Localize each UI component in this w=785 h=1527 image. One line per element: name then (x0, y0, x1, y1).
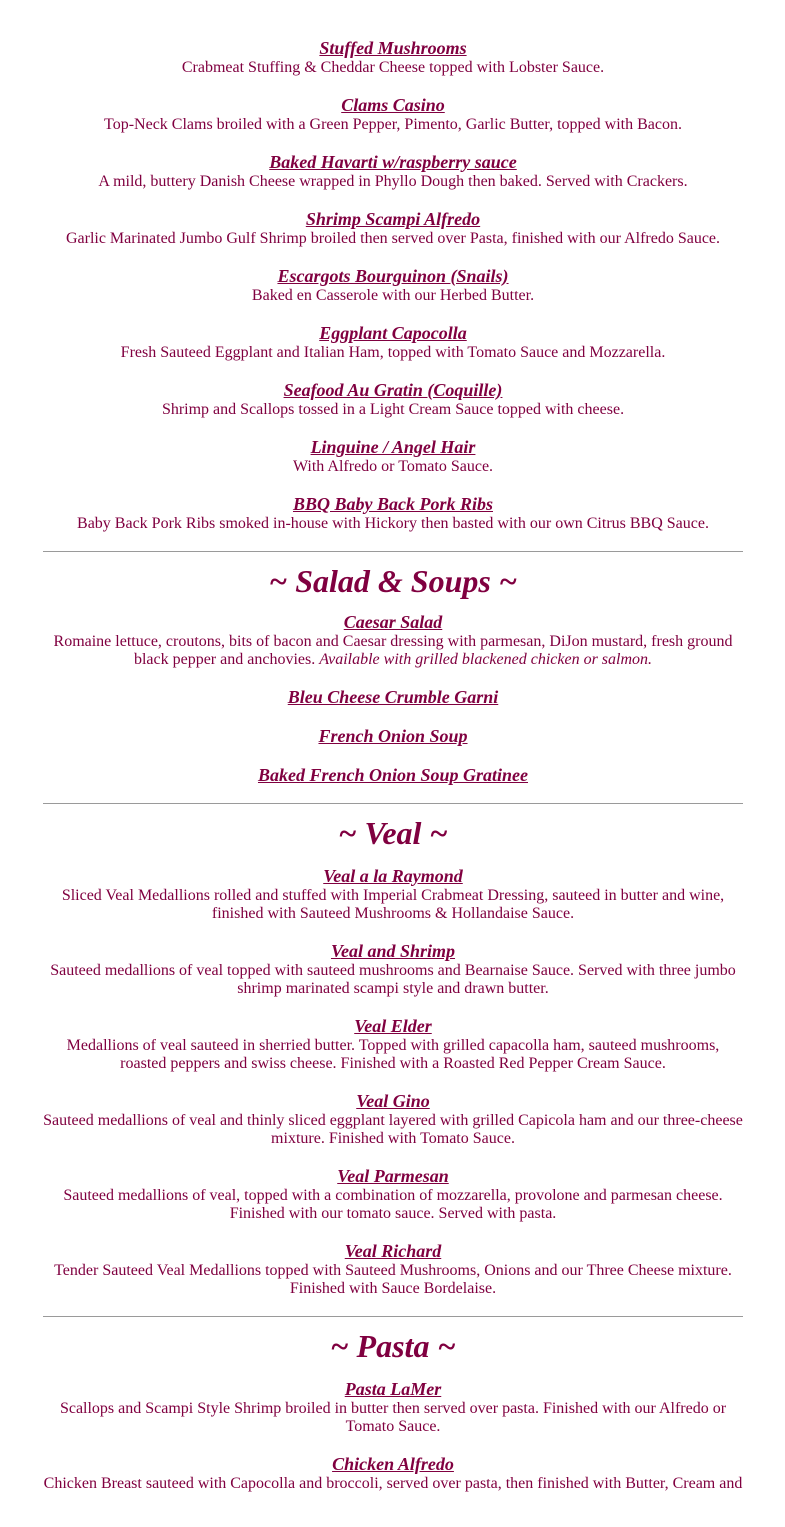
menu-item (43, 1166, 743, 1241)
menu-item (43, 1454, 743, 1494)
item-description: Chicken Breast sauteed with Capocolla and broccoli, served over pasta, then finished with Butter, Cream and (43, 1475, 743, 1492)
menu-item (43, 1241, 743, 1316)
item-name: Baked French Onion Soup Gratinee (257, 765, 529, 785)
menu-item (43, 209, 743, 266)
menu-page (43, 0, 743, 1494)
caesar-description: Romaine lettuce, croutons, bits of bacon and Caesar dressing with parmesan, DiJon mustard, fresh ground black pepper and anchovies. (53, 633, 733, 668)
menu-item (43, 1379, 743, 1454)
item-name: Caesar Salad (343, 612, 443, 632)
menu-item (43, 765, 743, 803)
menu-item (43, 266, 743, 323)
menu-item (43, 941, 743, 1016)
item-name: Linguine / Angel Hair (310, 437, 476, 457)
pasta-section (43, 1317, 743, 1494)
item-name: Stuffed Mushrooms (319, 38, 467, 58)
veal-section (43, 804, 743, 1316)
menu-item (43, 437, 743, 494)
menu-item (43, 380, 743, 437)
item-description (43, 633, 743, 669)
item-name: Baked Havarti w/raspberry sauce (269, 152, 517, 172)
item-description: Medallions of veal sauteed in sherried butter. Topped with grilled capacolla ham, sauteed mushrooms, roasted peppers and swiss cheese. Finished with a Roasted Red Pepper Cream Sauce. (66, 1037, 720, 1072)
item-name: Shrimp Scampi Alfredo (305, 209, 481, 229)
item-description: Sauteed medallions of veal and thinly sliced eggplant layered with grilled Capicola ham and our three-cheese mixture. Finished with Tomato Sauce. (43, 1112, 743, 1147)
salad-section (43, 552, 743, 803)
item-description: Scallops and Scampi Style Shrimp broiled in butter then served over pasta. Finished with our Alfredo or Tomato Sauce. (59, 1400, 727, 1435)
item-description: Tender Sauteed Veal Medallions topped with Sauteed Mushrooms, Onions and our Three Cheese mixture. Finished with Sauce Bordelaise. (54, 1262, 732, 1297)
item-name: Veal a la Raymond (323, 866, 463, 886)
menu-item (43, 1016, 743, 1091)
section-title: ~ Salad & Soups ~ (268, 563, 518, 599)
item-description: Baked en Casserole with our Herbed Butter. (251, 287, 535, 304)
item-description: Sauteed medallions of veal, topped with a combination of mozzarella, provolone and parmesan cheese. Finished with our tomato sauce. Served with pasta. (63, 1187, 723, 1222)
item-name: Clams Casino (341, 95, 445, 115)
item-description: A mild, buttery Danish Cheese wrapped in Phyllo Dough then baked. Served with Crackers. (98, 173, 688, 190)
item-description: Top-Neck Clams broiled with a Green Pepper, Pimento, Garlic Butter, topped with Bacon. (104, 116, 682, 133)
menu-item (43, 612, 743, 687)
item-description: Sliced Veal Medallions rolled and stuffed with Imperial Crabmeat Dressing, sauteed in butter and wine, finished with Sauteed Mushrooms & Hollandaise Sauce. (61, 887, 725, 922)
menu-item (43, 323, 743, 380)
menu-item (43, 866, 743, 941)
menu-item (43, 95, 743, 152)
menu-item (43, 687, 743, 726)
item-description: With Alfredo or Tomato Sauce. (292, 458, 494, 475)
item-description: Baby Back Pork Ribs smoked in-house with Hickory then basted with our own Citrus BBQ Sauce. (77, 515, 709, 532)
item-name: Veal and Shrimp (330, 941, 456, 961)
menu-item (43, 494, 743, 551)
item-description: Shrimp and Scallops tossed in a Light Cream Sauce topped with cheese. (161, 401, 625, 418)
item-name: Bleu Cheese Crumble Garni (287, 687, 499, 707)
caesar-note: Available with grilled blackened chicken or salmon. (319, 651, 653, 668)
item-name: Veal Parmesan (337, 1166, 449, 1186)
item-name: Veal Gino (356, 1091, 430, 1111)
menu-item (43, 726, 743, 765)
item-name: Pasta LaMer (344, 1379, 442, 1399)
section-title: ~ Pasta ~ (330, 1328, 456, 1364)
item-name: French Onion Soup (318, 726, 468, 746)
item-name: Seafood Au Gratin (Coquille) (283, 380, 503, 400)
menu-item (43, 38, 743, 95)
item-name: Escargots Bourguinon (Snails) (277, 266, 509, 286)
item-name: Veal Elder (354, 1016, 432, 1036)
menu-item (43, 152, 743, 209)
item-description: Garlic Marinated Jumbo Gulf Shrimp broiled then served over Pasta, finished with our Alfredo Sauce. (65, 230, 721, 247)
section-title: ~ Veal ~ (338, 815, 448, 851)
menu-item (43, 1091, 743, 1166)
item-name: Eggplant Capocolla (319, 323, 467, 343)
item-description: Crabmeat Stuffing & Cheddar Cheese topped with Lobster Sauce. (181, 59, 605, 76)
item-name: BBQ Baby Back Pork Ribs (292, 494, 493, 514)
appetizers-section (43, 0, 743, 551)
item-description: Fresh Sauteed Eggplant and Italian Ham, topped with Tomato Sauce and Mozzarella. (120, 344, 666, 361)
item-name: Veal Richard (344, 1241, 442, 1261)
item-name: Chicken Alfredo (332, 1454, 454, 1474)
item-description: Sauteed medallions of veal topped with sauteed mushrooms and Bearnaise Sauce. Served with three jumbo shrimp marinated scampi style and drawn butter. (50, 962, 736, 997)
